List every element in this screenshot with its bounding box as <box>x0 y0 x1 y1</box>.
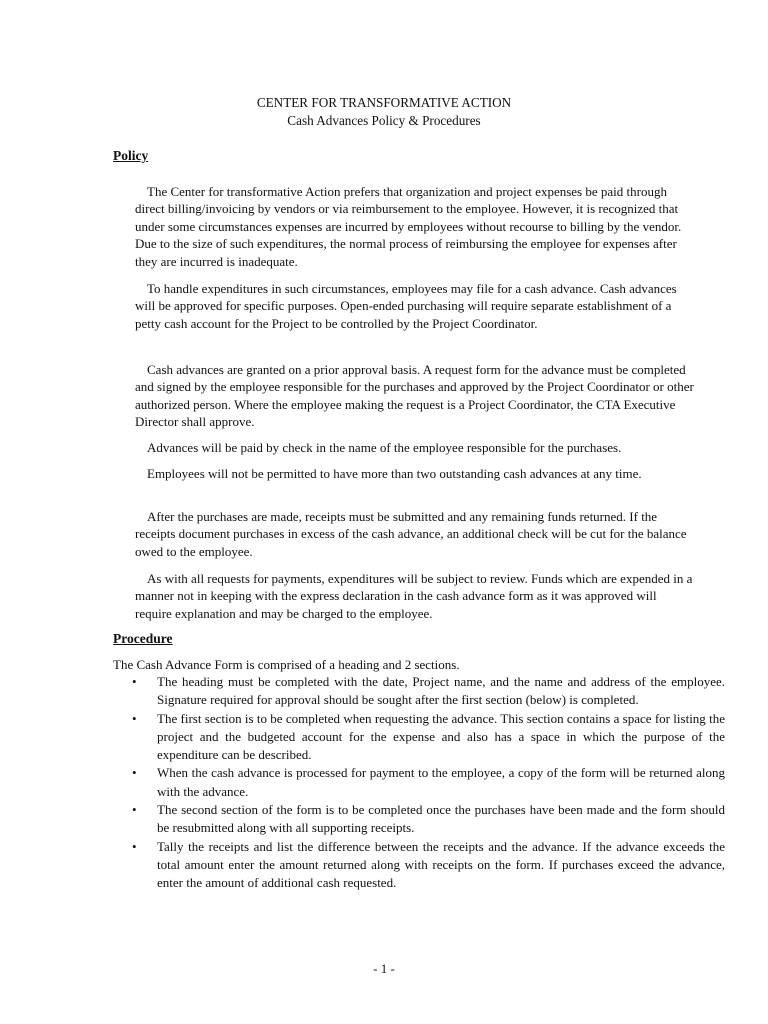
bullet-icon: • <box>132 710 137 726</box>
document-title-block <box>0 94 768 130</box>
bullet-icon: • <box>132 838 137 854</box>
procedure-bullet-item <box>113 710 725 765</box>
policy-paragraph-2: To handle expenditures in such circumstances, employees may file for a cash advance. Cash advances will be approved for specific purposes. Open-ended purchasing will require separate establishment of a petty cash account for the Project to be controlled by the Project Coordinator. <box>135 281 677 331</box>
procedure-bullet-list <box>113 673 725 893</box>
bullet-icon: • <box>132 674 137 689</box>
procedure-bullet-item <box>113 801 725 838</box>
procedure-bullet-text: The second section of the form is to be completed once the purchases have been made and the form should be resubmitted along with all supporting receipts. <box>157 802 725 836</box>
policy-paragraph-3: Cash advances are granted on a prior approval basis. A request form for the advance must be completed and signed by the employee responsible for the purchases and approved by the Project Coordinator or other authorized person. Where the employee making the request is a Project Coordinator, the CTA Executive Director shall approve. <box>135 362 694 430</box>
organization-title: CENTER FOR TRANSFORMATIVE ACTION <box>256 95 512 110</box>
policy-paragraph-6: After the purchases are made, receipts must be submitted and any remaining funds returned. If the receipts document purchases in excess of the cash advance, an additional check will be cut for the balance owed to the employee. <box>135 509 687 559</box>
procedure-intro: The Cash Advance Form is comprised of a heading and 2 sections. <box>113 657 460 672</box>
procedure-bullet-text: The first section is to be completed when requesting the advance. This section contains a space for listing the project and the budgeted account for the expense and also has a space in which the purpose of the expenditure can be described. <box>157 710 725 763</box>
procedure-bullet-text: Tally the receipts and list the difference between the receipts and the advance. If the advance exceeds the total amount enter the amount returned along with receipts on the form. If purchases exceed the advance, enter the amount of additional cash requested. <box>157 838 725 891</box>
procedure-bullet-text: When the cash advance is processed for payment to the employee, a copy of the form will be returned along with the advance. <box>157 765 725 799</box>
policy-paragraph-1: The Center for transformative Action prefers that organization and project expenses be paid through direct billing/invoicing by vendors or via reimbursement to the employee. However, it is recognized that under some circumstances expenses are incurred by employees without recourse to billing by the vendor. Due to the size of such expenditures, the normal process of reimbursing the employee for expenses after they are incurred is inadequate. <box>135 184 682 269</box>
procedure-heading: Procedure <box>113 631 173 646</box>
procedure-bullet-item <box>113 838 725 893</box>
policy-heading: Policy <box>113 148 149 163</box>
bullet-icon: • <box>132 765 137 781</box>
bullet-icon: • <box>132 802 137 818</box>
document-subtitle: Cash Advances Policy & Procedures <box>287 113 481 128</box>
procedure-bullet-item <box>113 673 725 710</box>
policy-paragraph-5: Employees will not be permitted to have more than two outstanding cash advances at any time. <box>147 466 642 481</box>
procedure-bullet-text: The heading must be completed with the date, Project name, and the name and address of the employee. Signature required for approval should be sought after the first section (below) is completed. <box>157 674 725 708</box>
policy-paragraph-7: As with all requests for payments, expenditures will be subject to review. Funds which are expended in a manner not in keeping with the express declaration in the cash advance form as it was approved will require explanation and may be charged to the employee. <box>135 571 693 621</box>
procedure-bullet-item <box>113 764 725 801</box>
page-number: - 1 - <box>373 961 395 976</box>
policy-paragraph-4: Advances will be paid by check in the name of the employee responsible for the purchases. <box>147 440 622 455</box>
